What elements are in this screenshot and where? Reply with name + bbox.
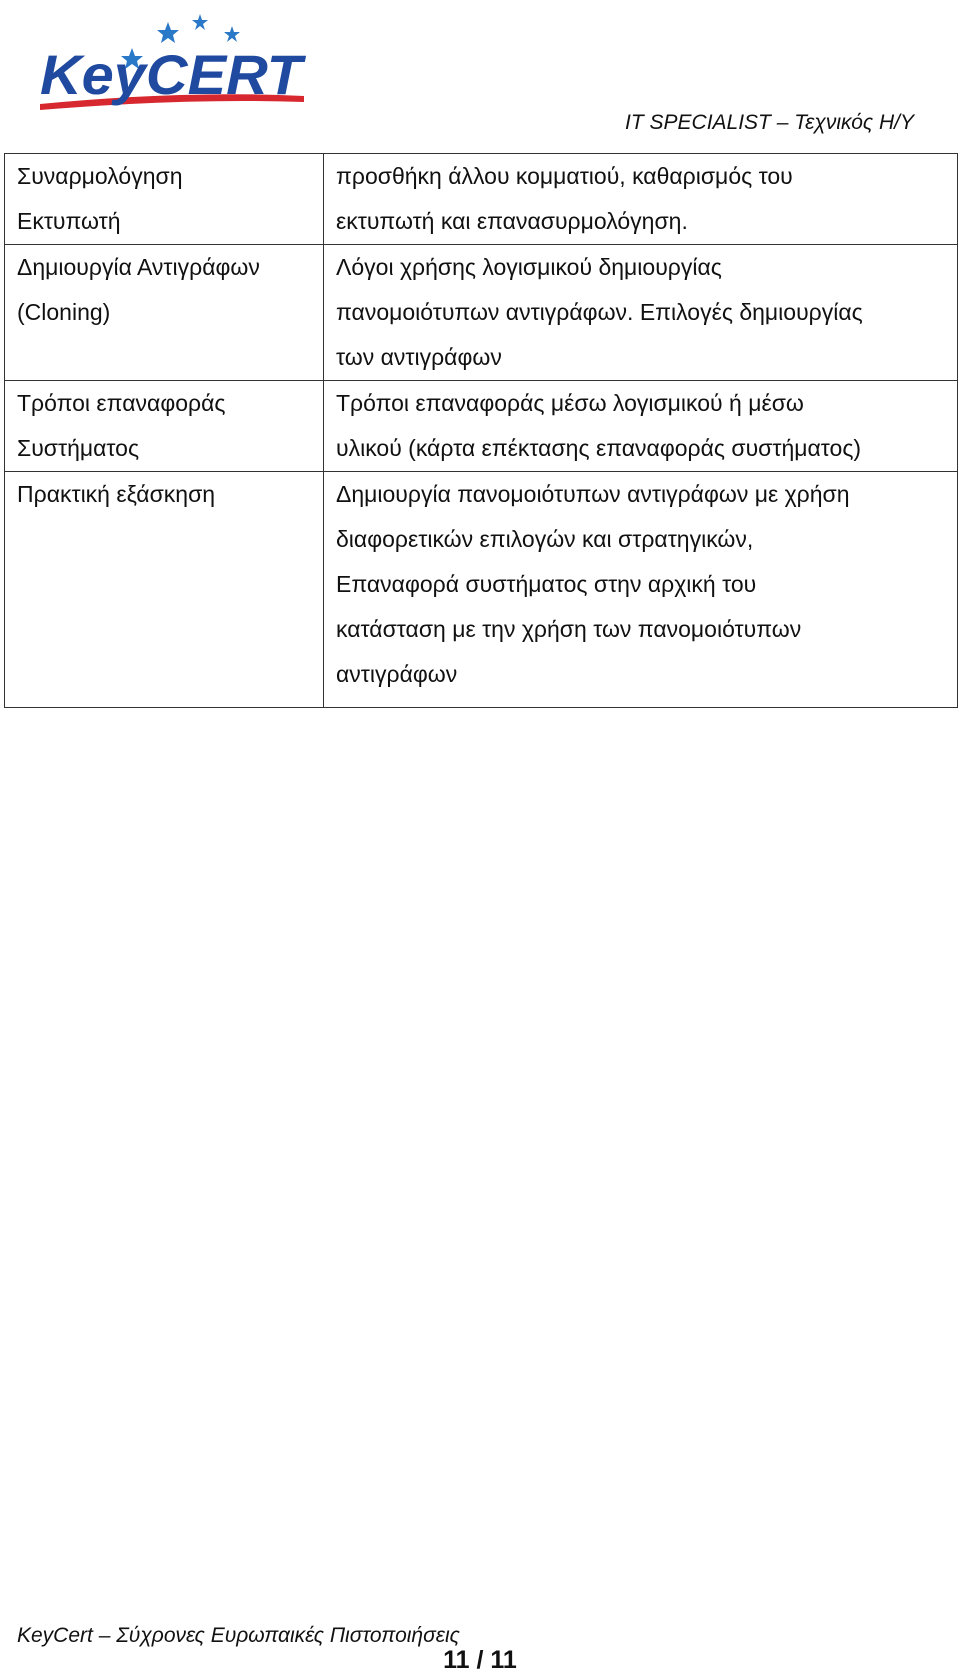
description-line: διαφορετικών επιλογών και στρατηγικών, (336, 526, 754, 552)
star-icon (157, 22, 179, 43)
description-cell (324, 381, 958, 472)
description-line: Τρόποι επαναφοράς μέσω λογισμικού ή μέσω (336, 390, 804, 416)
description-cell (324, 472, 958, 708)
topic-cell (5, 381, 324, 472)
topic-line: Εκτυπωτή (17, 208, 121, 234)
topic-cell (5, 154, 324, 245)
description-line: εκτυπωτή και επανασυρμολόγηση. (336, 208, 688, 234)
description-line: αντιγράφων (336, 661, 458, 687)
description-cell (324, 154, 958, 245)
footer-text: KeyCert – Σύχρονες Ευρωπαικές Πιστοποιήσεις (17, 1624, 460, 1647)
star-icon (192, 14, 208, 30)
table-row (5, 381, 958, 472)
description-line: πανομοιότυπων αντιγράφων. Επιλογές δημιουργίας (336, 299, 863, 325)
topic-line: Πρακτική εξάσκηση (17, 481, 216, 507)
description-line: Επαναφορά συστήματος στην αρχική του (336, 571, 757, 597)
keycert-logo (36, 10, 336, 120)
description-line: Λόγοι χρήσης λογισμικού δημιουργίας (336, 254, 722, 280)
topic-cell (5, 472, 324, 708)
topic-cell (5, 245, 324, 381)
topic-line: (Cloning) (17, 299, 111, 325)
description-line: προσθήκη άλλου κομματιού, καθαρισμός του (336, 163, 793, 189)
table-row (5, 472, 958, 708)
topic-line: Τρόποι επαναφοράς (17, 390, 226, 416)
logo-wordmark: KeyCERT (40, 43, 307, 106)
table-row (5, 245, 958, 381)
keycert-logo-graphic (36, 10, 336, 120)
topic-line: Συστήματος (17, 435, 140, 461)
description-line: των αντιγράφων (336, 344, 502, 370)
topic-line: Συναρμολόγηση (17, 163, 183, 189)
description-line: κατάσταση με την χρήση των πανομοιότυπων (336, 616, 802, 642)
description-cell (324, 245, 958, 381)
star-icon (224, 26, 240, 42)
table-row (5, 154, 958, 245)
syllabus-table (4, 153, 958, 708)
page-number: 11 / 11 (443, 1646, 517, 1674)
description-line: Δημιουργία πανομοιότυπων αντιγράφων με χρήση (336, 481, 850, 507)
topic-line: Δημιουργία Αντιγράφων (17, 254, 260, 280)
description-line: υλικού (κάρτα επέκτασης επαναφοράς συστήματος) (336, 435, 862, 461)
document-title: IT SPECIALIST – Τεχνικός Η/Υ (625, 111, 914, 134)
